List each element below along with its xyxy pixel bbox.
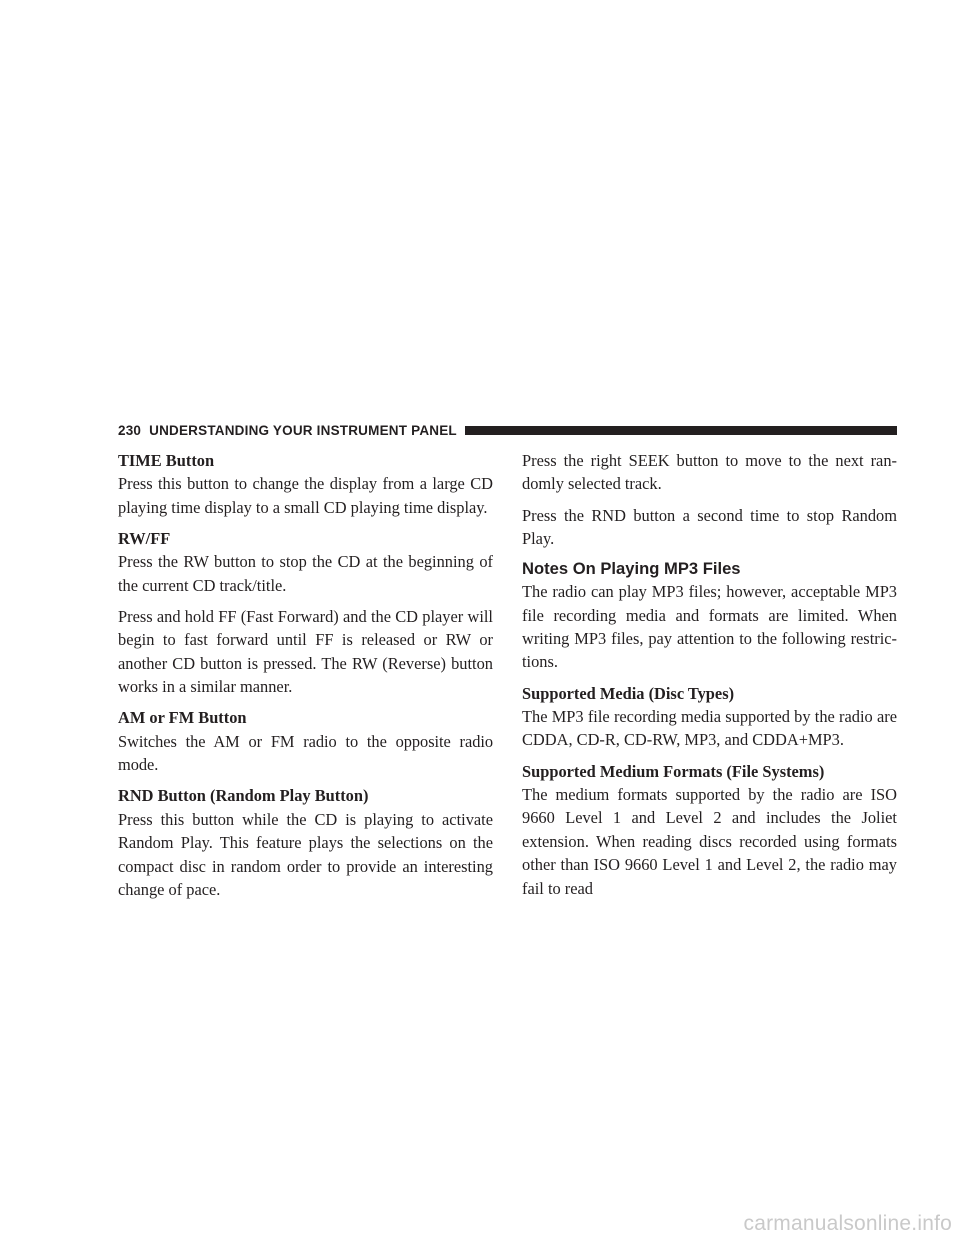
rnd-section	[118, 784, 493, 901]
header-rule	[465, 426, 897, 435]
mp3-notes-heading: Notes On Playing MP3 Files	[522, 559, 741, 579]
section-title: UNDERSTANDING YOUR INSTRUMENT PANEL	[149, 422, 457, 438]
time-button-heading: TIME Button	[118, 451, 215, 470]
rw-ff-text: Press the RW button to stop the CD at the beginning of the current CD track/title.	[118, 552, 493, 595]
page-header	[118, 419, 897, 441]
supported-formats-text: The medium formats supported by the radio are ISO 9660 Level 1 and Level 2 and includes the Joliet extension. When reading discs recorded using formats other than ISO 9660 Level 1 and Level 2, the radio may fail to read	[522, 785, 897, 898]
supported-media-text: The MP3 file recording media supported by the radio are CDDA, CD-R, CD-RW, MP3, and CDDA+MP3.	[522, 707, 897, 750]
rnd-text: Press this button while the CD is playing to activate Random Play. This feature plays the selections on the compact disc in random order to provide an interesting change of pace.	[118, 809, 493, 900]
supported-media-section	[522, 682, 897, 752]
time-button-text: Press this button to change the display from a large CD playing time display to a small CD playing time display.	[118, 474, 493, 517]
fast-forward-section	[118, 605, 493, 699]
time-button-section	[118, 449, 493, 519]
supported-formats-section	[522, 760, 897, 900]
seek-paragraph	[522, 449, 897, 496]
am-fm-heading: AM or FM Button	[118, 708, 247, 728]
stop-random-text: Press the RND button a second time to stop Random Play.	[522, 505, 897, 549]
mp3-notes-text: The radio can play MP3 files; however, acceptable MP3 file recording media and formats are limited. When writing MP3 files, pay attention to the following restric-tions.	[522, 582, 897, 672]
fast-forward-text: Press and hold FF (Fast Forward) and the CD player will begin to fast forward until FF is released or RW or another CD button is pressed. The RW (Reverse) button works in a similar manner.	[118, 607, 493, 697]
supported-formats-heading: Supported Medium Formats (File Systems)	[522, 761, 825, 781]
right-column	[522, 449, 897, 900]
page-number: 230	[118, 422, 142, 438]
supported-media-heading: Supported Media (Disc Types)	[522, 683, 735, 703]
watermark: carmanualsonline.info	[743, 1212, 952, 1235]
rw-ff-section	[118, 527, 493, 597]
seek-text: Press the right SEEK button to move to the next ran-domly selected track.	[522, 451, 897, 494]
mp3-notes-section	[522, 558, 897, 674]
rw-ff-heading: RW/FF	[118, 529, 171, 549]
am-fm-section	[118, 706, 493, 776]
am-fm-text: Switches the AM or FM radio to the opposite radio mode.	[118, 731, 493, 775]
rnd-heading: RND Button (Random Play Button)	[118, 786, 369, 806]
left-column	[118, 449, 493, 902]
stop-random-paragraph	[522, 504, 897, 551]
